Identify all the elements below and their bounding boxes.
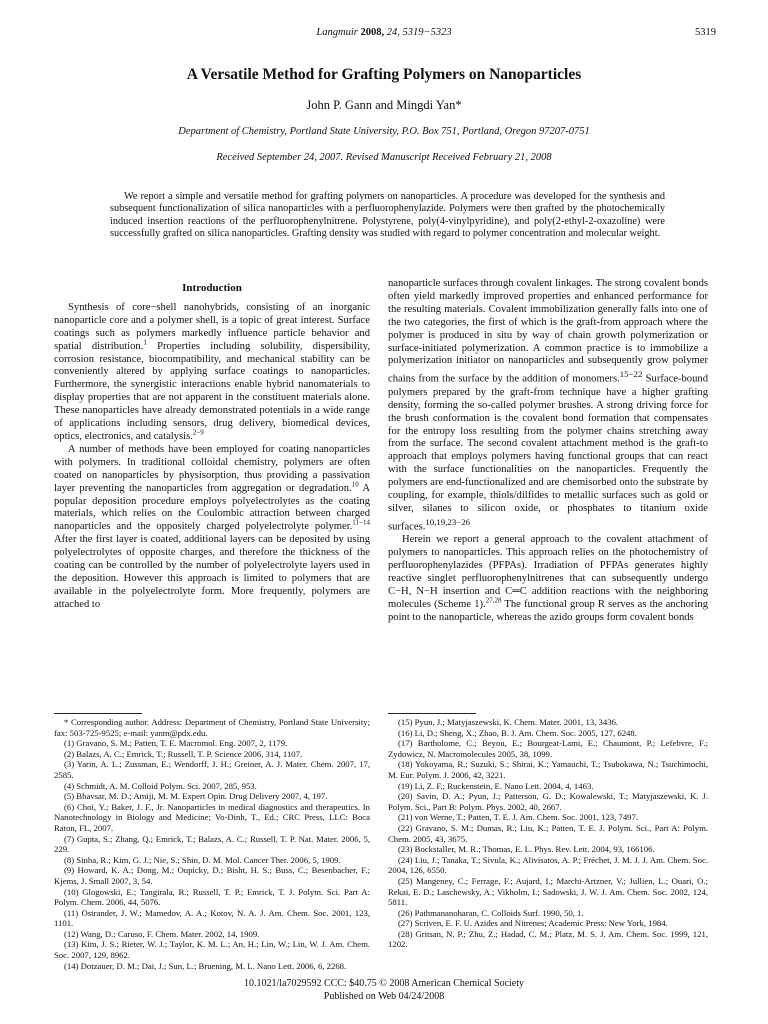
journal-volume-pages: 24, 5319−5323 <box>386 27 452 38</box>
reference-item: (15) Pyun, J.; Matyjaszewski, K. Chem. Mater. 2001, 13, 3436. <box>398 717 619 727</box>
reference-item: (9) Howard, K. A.; Dong, M.; Oupicky, D.; Bisht, H. S.; Buss, C.; Besenbacher, F.; Kjems, J. Small 2007, 3, 54. <box>54 865 370 886</box>
reference-item: (12) Wang, D.; Caruso, F. Chem. Mater. 2002, 14, 1909. <box>64 928 260 939</box>
section-heading-introduction: Introduction <box>182 282 242 294</box>
reference-item: (8) Sinha, R.; Kim, G. J.; Nie, S.; Shin, D. M. Mol. Cancer Ther. 2006, 5, 1909. <box>64 854 341 865</box>
page-number: 5319 <box>695 27 716 38</box>
footnote-rule-left <box>54 713 142 714</box>
reference-item: (3) Yarin, A. L.; Zussman, E.; Wendorff, J. H.; Greiner, A. J. Mater. Chem. 2007, 17, 2585. <box>54 759 370 780</box>
article-received: Received September 24, 2007. Revised Manuscript Received February 21, 2008 <box>216 152 552 163</box>
body-paragraph-3: Herein we report a general approach to the covalent attachment of polymers to nanoparticles. This approach relies on the photochemistry of perfluorophenylazides (PFPAs). Irradiation of PFPAs generates highly reactive singlet perfluorophenylnitrenes that can subsequently undergo C−H, N−H insertion and C═C addition reactions with the neighboring molecules (Scheme 1).$^{27,28}$ The functional group R serves as the anchoring point to the nanoparticle, whereas the azido groups form covalent bonds <box>388 534 708 623</box>
reference-list-right <box>388 717 708 950</box>
body-column-right <box>388 278 708 625</box>
reference-item: (10) Glogowski, E.; Tangirala, R.; Russell, T. P.; Emrick, T. J. Polym. Sci. Part A: Polym. Chem. 2006, 44, 5076. <box>54 886 370 908</box>
footer-doi-copyright: 10.1021/la7029592 CCC: $40.75 © 2008 American Chemical Society <box>243 978 525 989</box>
reference-list-left <box>54 717 370 971</box>
reference-item: (28) Gritsan, N. P.; Zhu, Z.; Hadad, C. M.; Platz, M. S. J. Am. Chem. Soc. 1999, 121, 1202. <box>388 928 708 950</box>
reference-item: (19) Li, Z. F.; Ruckenstein, E. Nano Lett. 2004, 4, 1463. <box>398 780 594 791</box>
footer-published: Published on Web 04/24/2008 <box>323 991 445 1002</box>
reference-item: (4) Schmidt, A. M. Colloid Polym. Sci. 2007, 285, 953. <box>64 780 257 791</box>
reference-item: (26) Pathmananoharan, C. Colloids Surf. 1990, 50, 1. <box>398 907 584 918</box>
reference-item: (20) Savin, D. A.; Pyun, J.; Patterson, G. D.; Kowalewski, T.; Matyjaszewski, K. J. Polym. Sci., Part B: Polym. Phys. 2002, 40, 2667. <box>388 791 708 812</box>
reference-item: (25) Mangeney, C.; Ferrage, F.; Aujard, I.; Marchi-Artzner, V.; Jullien, L.; Ouari, O.; Rekai, E. D.; Laschewsky, A.; Vikholm, I.; Sadowski, J. W. J. Am. Chem. Soc. 2002, 124, 5811. <box>388 875 708 908</box>
body-column-left <box>54 278 370 612</box>
footnote-rule-right <box>388 713 476 714</box>
reference-item: (22) Gravano, S. M.; Dumas, R.; Liu, K.; Patten, T. E. J. Polym. Sci., Part A: Polym. Chem. 2005, 43, 3675. <box>388 822 708 844</box>
body-paragraph-2-continued: nanoparticle surfaces through covalent linkages. The strong covalent bonds often yield markedly improved properties and enhanced performance for the resulting materials. Covalent immobilization generally falls into one of the two categories, the first of which is the graft-from approach where the polymer is produced in situ by way of chain growth polymerization or surface-initiated polymerization. A common practice is to immobilize a polymerization initiator on nanoparticles and subsequently grow polymer chains from the surface by the addition of monomers.$^{15-22}$ Surface-bound polymers prepared by the graft-from technique have a higher grafting density, forming the so-called polymer brushes. A strong driving force for the brush conformation is the covalent bond formation that compensates for the entropy loss resulting from the polymer chains stretching away from the surface. The second covalent attachment method is the graft-to approach that employs polymers having functional groups that can react with the surface functionalities on the nanoparticles. Frequently the polymers are end-functionalized and are chemisorbed onto the substrate by coupling, for example, thiols/dilfides to metallic surfaces such as gold or silver, silanes to silicon oxide, or phosphates to titanium oxide surfaces.$^{10,19,23-26}$ <box>388 278 708 533</box>
reference-item: (16) Li, D.; Sheng, X.; Zhao, B. J. Am. Chem. Soc. 2005, 127, 6248. <box>398 727 637 738</box>
reference-item: (11) Ostrander, J. W.; Mamedov, A. A.; Kotov, N. A. J. Am. Chem. Soc. 2001, 123, 1101. <box>54 907 370 929</box>
reference-item: (27) Scriven, E. F. U. Azides and Nitrenes; Academic Press: New York, 1984. <box>398 918 668 929</box>
abstract: We report a simple and versatile method for grafting polymers on nanoparticles. A procedure was developed for the synthesis and subsequent functionalization of silica nanoparticles with a perfluorophenylazide. Polymers were then grafted by the photochemically induced insertion reactions of the perfluorophenylnitrene. Polystyrene, poly(4-vinylpyridine), and poly(2-ethyl-2-oxazoline) were successfully grafted on silica nanoparticles. Grafting density was studied with regard to polymer concentration and molecular weight. <box>110 191 665 240</box>
reference-item: (7) Gupta, S.; Zhang, Q.; Emrick, T.; Balazs, A. C.; Russell, T. P. Nat. Mater. 2006, 5, 229. <box>54 833 370 855</box>
body-paragraph-2: A number of methods have been employed for coating nanoparticles with polymers. In traditional colloidal chemistry, polymers are often coated on nanoparticles by physisorption, thus providing a passivation layer preventing the nanoparticles from aggregation or degradation.$^{10}$ A popular deposition procedure employs polyelectrolytes as the coating materials, which relies on the Coulombic attraction between charged nanoparticles and the oppositely charged polyelectrolyte polymer.$^{11-14}$ After the first layer is coated, additional layers can be deposited by using polyelectrolytes of opposite charges, and therefore the thickness of the coating can be controlled by the number of polyelectrolyte layers used in the deposition. However this approach is limited to polymers that are available in the polyelectrolyte form. More frequently, polymers are attached to <box>54 443 370 610</box>
reference-item: (2) Balazs, A. C.; Emrick, T.; Russell, T. P. Science 2006, 314, 1107. <box>64 748 303 759</box>
journal-year: 2008, <box>360 27 385 38</box>
reference-item: (21) von Werne, T.; Patten, T. E. J. Am. Chem. Soc. 2001, 123, 7497. <box>398 812 639 823</box>
article-title: A Versatile Method for Grafting Polymers on Nanoparticles <box>186 66 582 83</box>
article-affiliation: Department of Chemistry, Portland State University, P.O. Box 751, Portland, Oregon 97207-0751 <box>178 126 590 137</box>
reference-item: (6) Choi, Y.; Baker, J. F., Jr. Nanoparticles in medical diagnostics and therapeutics. In Nanotechnology in Biology and Medicine; Vo-Dinh, T., Ed.; CRC Press, LLC: Boca Raton, FL, 2007. <box>54 801 370 833</box>
running-header <box>0 27 768 38</box>
reference-item: (18) Yokoyama, R.; Suzuki, S.; Shirai, K.; Yamauchi, T.; Tsubokawa, N.; Tsuchimochi, M. Eur. Polym. J. 2006, 42, 3221. <box>388 759 708 780</box>
reference-item: (24) Liu, J.; Tanaka, T.; Sivula, K.; Alivisatos, A. P.; Fréchet, J. M. J. J. Am. Chem. Soc. 2004, 126, 6550. <box>388 854 708 876</box>
reference-item: (13) Kim, J. S.; Rieter, W. J.; Taylor, K. M. L.; An, H.; Lin, W.; Lin, W. J. Am. Chem. Soc. 2007, 129, 8962. <box>54 939 370 961</box>
reference-item: (14) Dotzauer, D. M.; Dai, J.; Sun, L.; Bruening, M. L. Nano Lett. 2006, 6, 2268. <box>64 960 347 971</box>
article-authors: John P. Gann and Mingdi Yan* <box>306 98 462 112</box>
body-paragraph-1: Synthesis of core−shell nanohybrids, consisting of an inorganic nanoparticle core and a polymer shell, is a topic of great interest. Surface coatings such as polymers markedly influence particle behavior and spatial distribution.$^1$ Properties including solubility, dispersibility, corrosion resistance, biocompatibility, and mechanical stability can be conveniently altered by applying surface coatings to nanoparticles. Furthermore, the synergistic interactions enable hybrid nanomaterials to display properties that are not apparent in the constituent materials alone. These nanoparticles have already demonstrated potentials in a wide range of applications including sensors, drug delivery, biomedical devices, optics, electronics, and catalysis.$^{2-9}$ <box>54 301 370 442</box>
journal-name: Langmuir <box>316 27 358 38</box>
reference-item: (1) Gravano, S. M.; Patten, T. E. Macromol. Eng. 2007, 2, 1179. <box>64 738 288 749</box>
page-footer <box>0 977 768 1003</box>
reference-item: (17) Bartholome, C.; Beyou, E.; Bourgeat-Lami, E.; Chaumont, P.; Lefebvre, F.; Zydowicz, N. Macromolecules 2005, 38, 1099. <box>388 738 708 759</box>
reference-item: * Corresponding author. Address: Department of Chemistry, Portland State University; fax: 503-725-9525; e-mail: yanm@pdx.edu. <box>54 717 370 738</box>
reference-item: (23) Bockstaller, M. R.; Thomas, E. L. Phys. Rev. Lett. 2004, 93, 166106. <box>398 844 655 855</box>
reference-item: (5) Bhavsar, M. D.; Amiji, M. M. Expert Opin. Drug Delivery 2007, 4, 197. <box>64 791 328 802</box>
